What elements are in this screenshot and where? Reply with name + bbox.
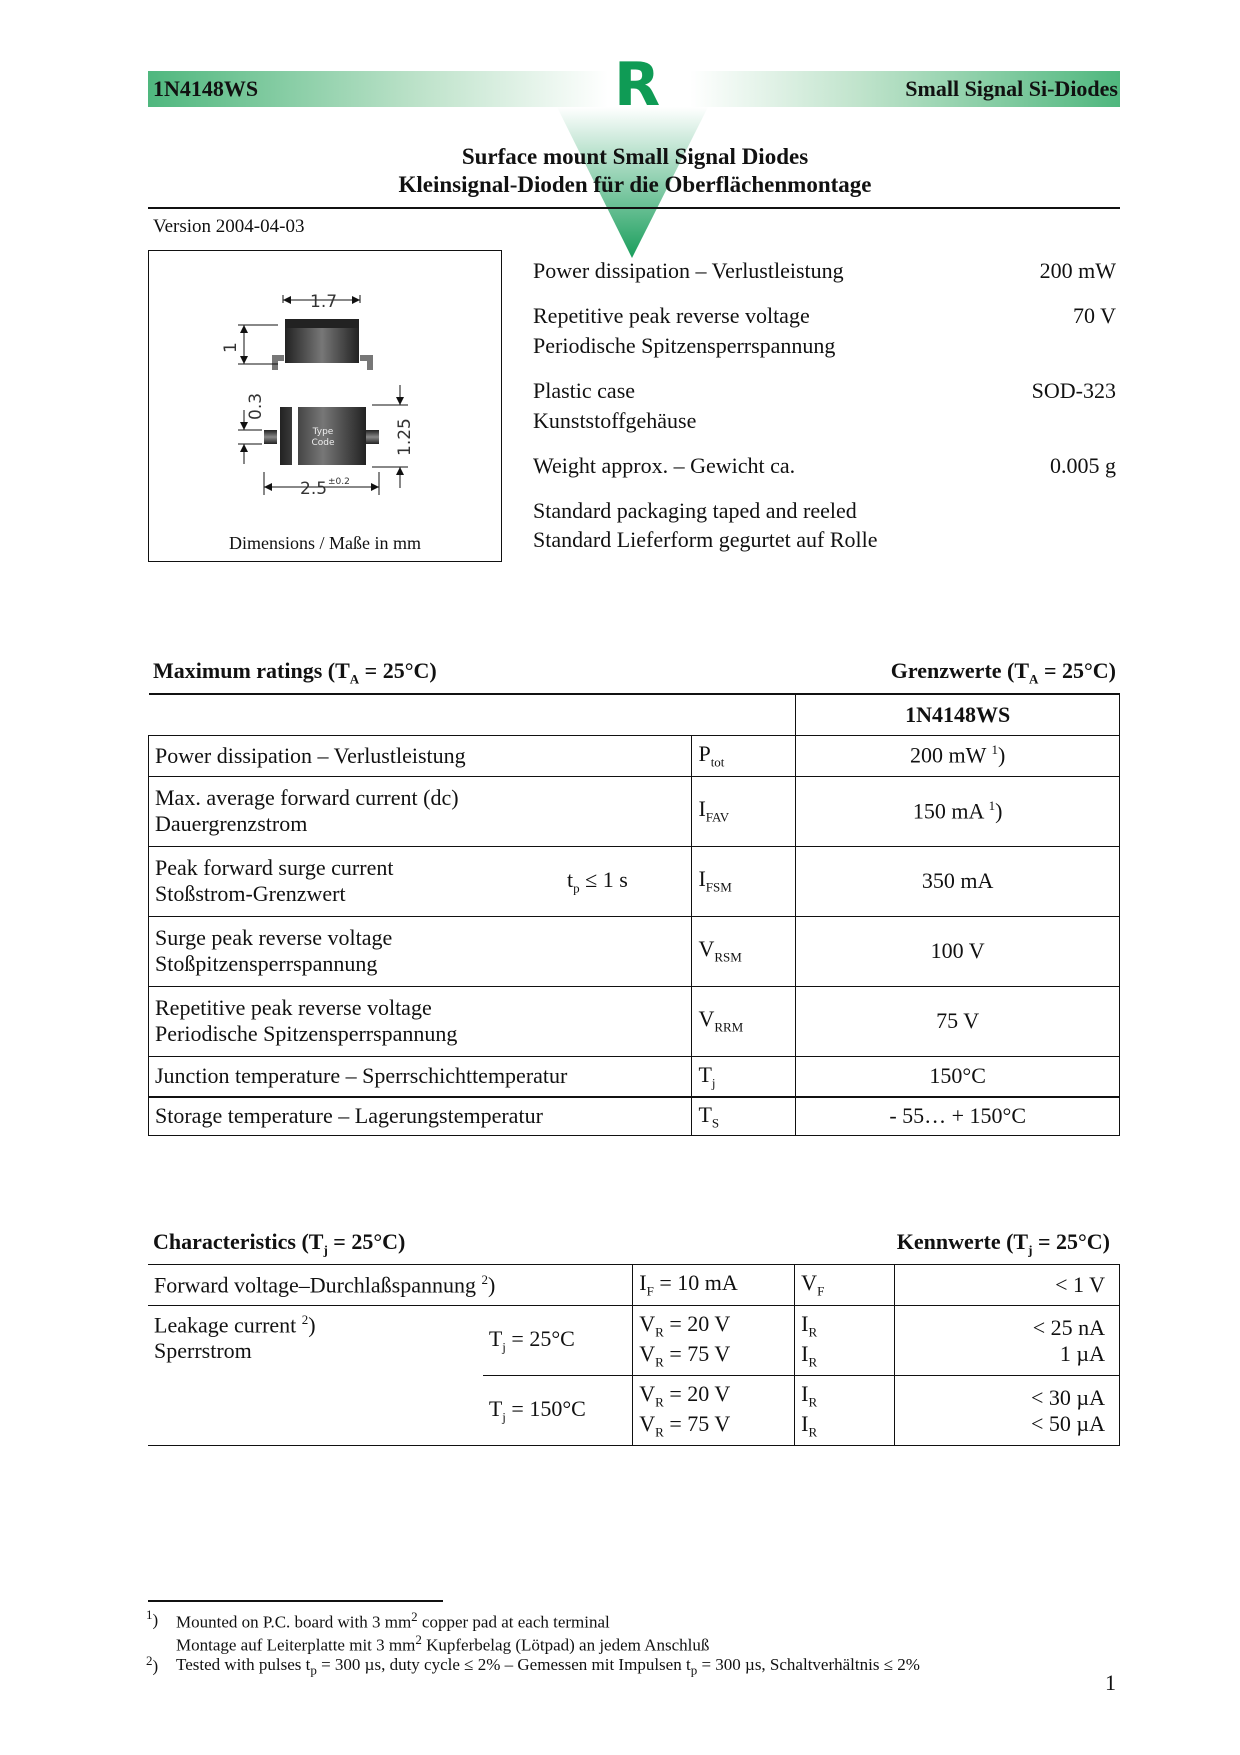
table-row [149, 776, 1120, 846]
table-row [149, 986, 1120, 1056]
param-value: 75 V [796, 986, 1120, 1056]
spec-label: Plastic case [533, 378, 636, 403]
package-drawing [148, 250, 502, 520]
param-value: < 25 nA 1 µA [895, 1306, 1120, 1376]
type-code-label-2: Code [311, 438, 335, 448]
dim-length-label: 2.5 [300, 479, 328, 499]
title-english: Surface mount Small Signal Diodes [461, 144, 809, 169]
footnote-1-marker: $^1$) [146, 1607, 159, 1630]
param-symbol: $P_{tot}$ [692, 735, 796, 776]
param-condition: $I_F = 10$ mA [633, 1265, 795, 1306]
title-german: Kleinsignal-Dioden für die Oberflächenmontage [398, 172, 872, 197]
spec-label-de: Kunststoffgehäuse [533, 408, 697, 433]
param-label: Peak forward surge current Stoßstrom-Grenzwert $t_p \le 1$ s [155, 855, 628, 906]
table-row [149, 1097, 1120, 1135]
param-condition: $V_R = 20$ V $V_R = 75$ V [633, 1376, 795, 1446]
spec-label-de: Periodische Spitzensperrspannung [533, 333, 836, 358]
product-category: Small Signal Si-Diodes [905, 76, 1118, 101]
spec-label: Power dissipation – Verlustleistung [533, 258, 844, 283]
page-number: 1 [1105, 1670, 1116, 1695]
table-row [148, 1306, 1120, 1376]
param-value: < 30 µA < 50 µA [895, 1376, 1120, 1446]
param-symbol: $V_{RSM}$ [692, 916, 796, 986]
param-condition: $T_j = 25^\circ C$ [488, 1325, 575, 1355]
characteristics-heading: Characteristics $(T_j = 25^\circ C)$ [153, 1229, 406, 1258]
drawing-caption: Dimensions / Maße in mm [229, 533, 421, 553]
title-rule [148, 207, 1120, 209]
table-row [149, 916, 1120, 986]
column-header: 1N4148WS [796, 694, 1120, 735]
dim-lead-label: 0.3 [246, 392, 266, 420]
dim-width-label: 1.7 [310, 292, 338, 312]
spec-value: 70 V [1073, 303, 1116, 328]
table-row [148, 1265, 1120, 1306]
param-symbol: $I_R$ $I_R$ [795, 1376, 895, 1446]
param-symbol: $I_{FAV}$ [692, 776, 796, 846]
param-symbol: $T_j$ [692, 1056, 796, 1097]
footnote-2-text: Tested with pulses $t_p = 300$ µs, duty cycle ≤ 2% – Gemessen mit Impulsen $t_p = 300$ µs, Schaltverhältnis ≤ 2% [176, 1655, 920, 1678]
footnote-rule [148, 1600, 443, 1602]
dim-height-label: 1 [221, 342, 241, 353]
param-label: Surge peak reverse voltage Stoßpitzensperrspannung [155, 925, 393, 976]
param-symbol: $V_F$ [795, 1265, 895, 1306]
spec-label: Standard packaging taped and reeled [533, 498, 857, 523]
spec-value: 200 mW [1039, 258, 1116, 283]
spec-label: Repetitive peak reverse voltage [533, 303, 810, 328]
param-label: Max. average forward current (dc) Dauergrenzstrom [155, 785, 459, 836]
param-label: Storage temperature – Lagerungstemperatur [155, 1103, 543, 1129]
param-symbol: $I_R$ $I_R$ [795, 1306, 895, 1376]
table-header-row [149, 694, 1120, 735]
param-label: Forward voltage–Durchlaßspannung $^2$) [154, 1271, 496, 1298]
param-label: Junction temperature – Sperrschichttemperatur [155, 1063, 568, 1089]
param-value: 100 V [796, 916, 1120, 986]
type-code-label-1: Type [312, 427, 334, 437]
table-row [149, 735, 1120, 776]
param-symbol: $T_S$ [692, 1097, 796, 1135]
spec-label: Weight approx. – Gewicht ca. [533, 453, 796, 478]
param-condition: $t_p \le 1$ s [567, 866, 628, 895]
characteristics-table [148, 1264, 1120, 1446]
max-ratings-table [148, 693, 1120, 1136]
part-number: 1N4148WS [153, 76, 259, 101]
param-value: 150 mA $^1$) [796, 776, 1120, 846]
param-value: - 55… + 150°C [796, 1097, 1120, 1135]
param-symbol: $I_{FSM}$ [692, 846, 796, 916]
logo-letter: R [614, 50, 661, 120]
param-value: 150°C [796, 1056, 1120, 1097]
footnote-2-marker: $^2$) [146, 1653, 159, 1676]
param-condition: $T_j = 150^\circ C$ [483, 1376, 633, 1446]
table-row [149, 1056, 1120, 1097]
param-value: < 1 V [895, 1265, 1120, 1306]
param-symbol: $V_{RRM}$ [692, 986, 796, 1056]
footnote-1-line2: Montage auf Leiterplatte mit 3 $mm^2$ Kupferbelag (Lötpad) an jedem Anschluß [176, 1632, 710, 1655]
version-label: Version 2004-04-03 [153, 216, 305, 237]
table-row [149, 846, 1120, 916]
param-value: 200 mW $^1$) [796, 735, 1120, 776]
param-value: 350 mA [796, 846, 1120, 916]
dim-body-label: 1.25 [395, 418, 415, 456]
dim-tolerance-label: ±0.2 [328, 477, 350, 487]
param-label: Power dissipation – Verlustleistung [155, 742, 466, 768]
characteristics-heading-de: Kennwerte $(T_j = 25^\circ C)$ [896, 1229, 1110, 1258]
max-ratings-heading-de: Grenzwerte $(T_A = 25^\circ C)$ [890, 658, 1116, 687]
param-label: Repetitive peak reverse voltage Periodische Spitzensperrspannung [155, 995, 458, 1046]
footnote-1-line1: Mounted on P.C. board with 3 $mm^2$ copper pad at each terminal [176, 1609, 610, 1632]
spec-value: 0.005 g [1050, 453, 1116, 478]
spec-value: SOD-323 [1031, 378, 1116, 403]
param-label: Leakage current $^2$) Sperrstrom [154, 1312, 316, 1364]
max-ratings-heading: Maximum ratings $(T_A = 25^\circ C)$ [153, 658, 437, 687]
spec-label-de: Standard Lieferform gegurtet auf Rolle [533, 527, 878, 552]
param-condition: $V_R = 20$ V $V_R = 75$ V [633, 1306, 795, 1376]
